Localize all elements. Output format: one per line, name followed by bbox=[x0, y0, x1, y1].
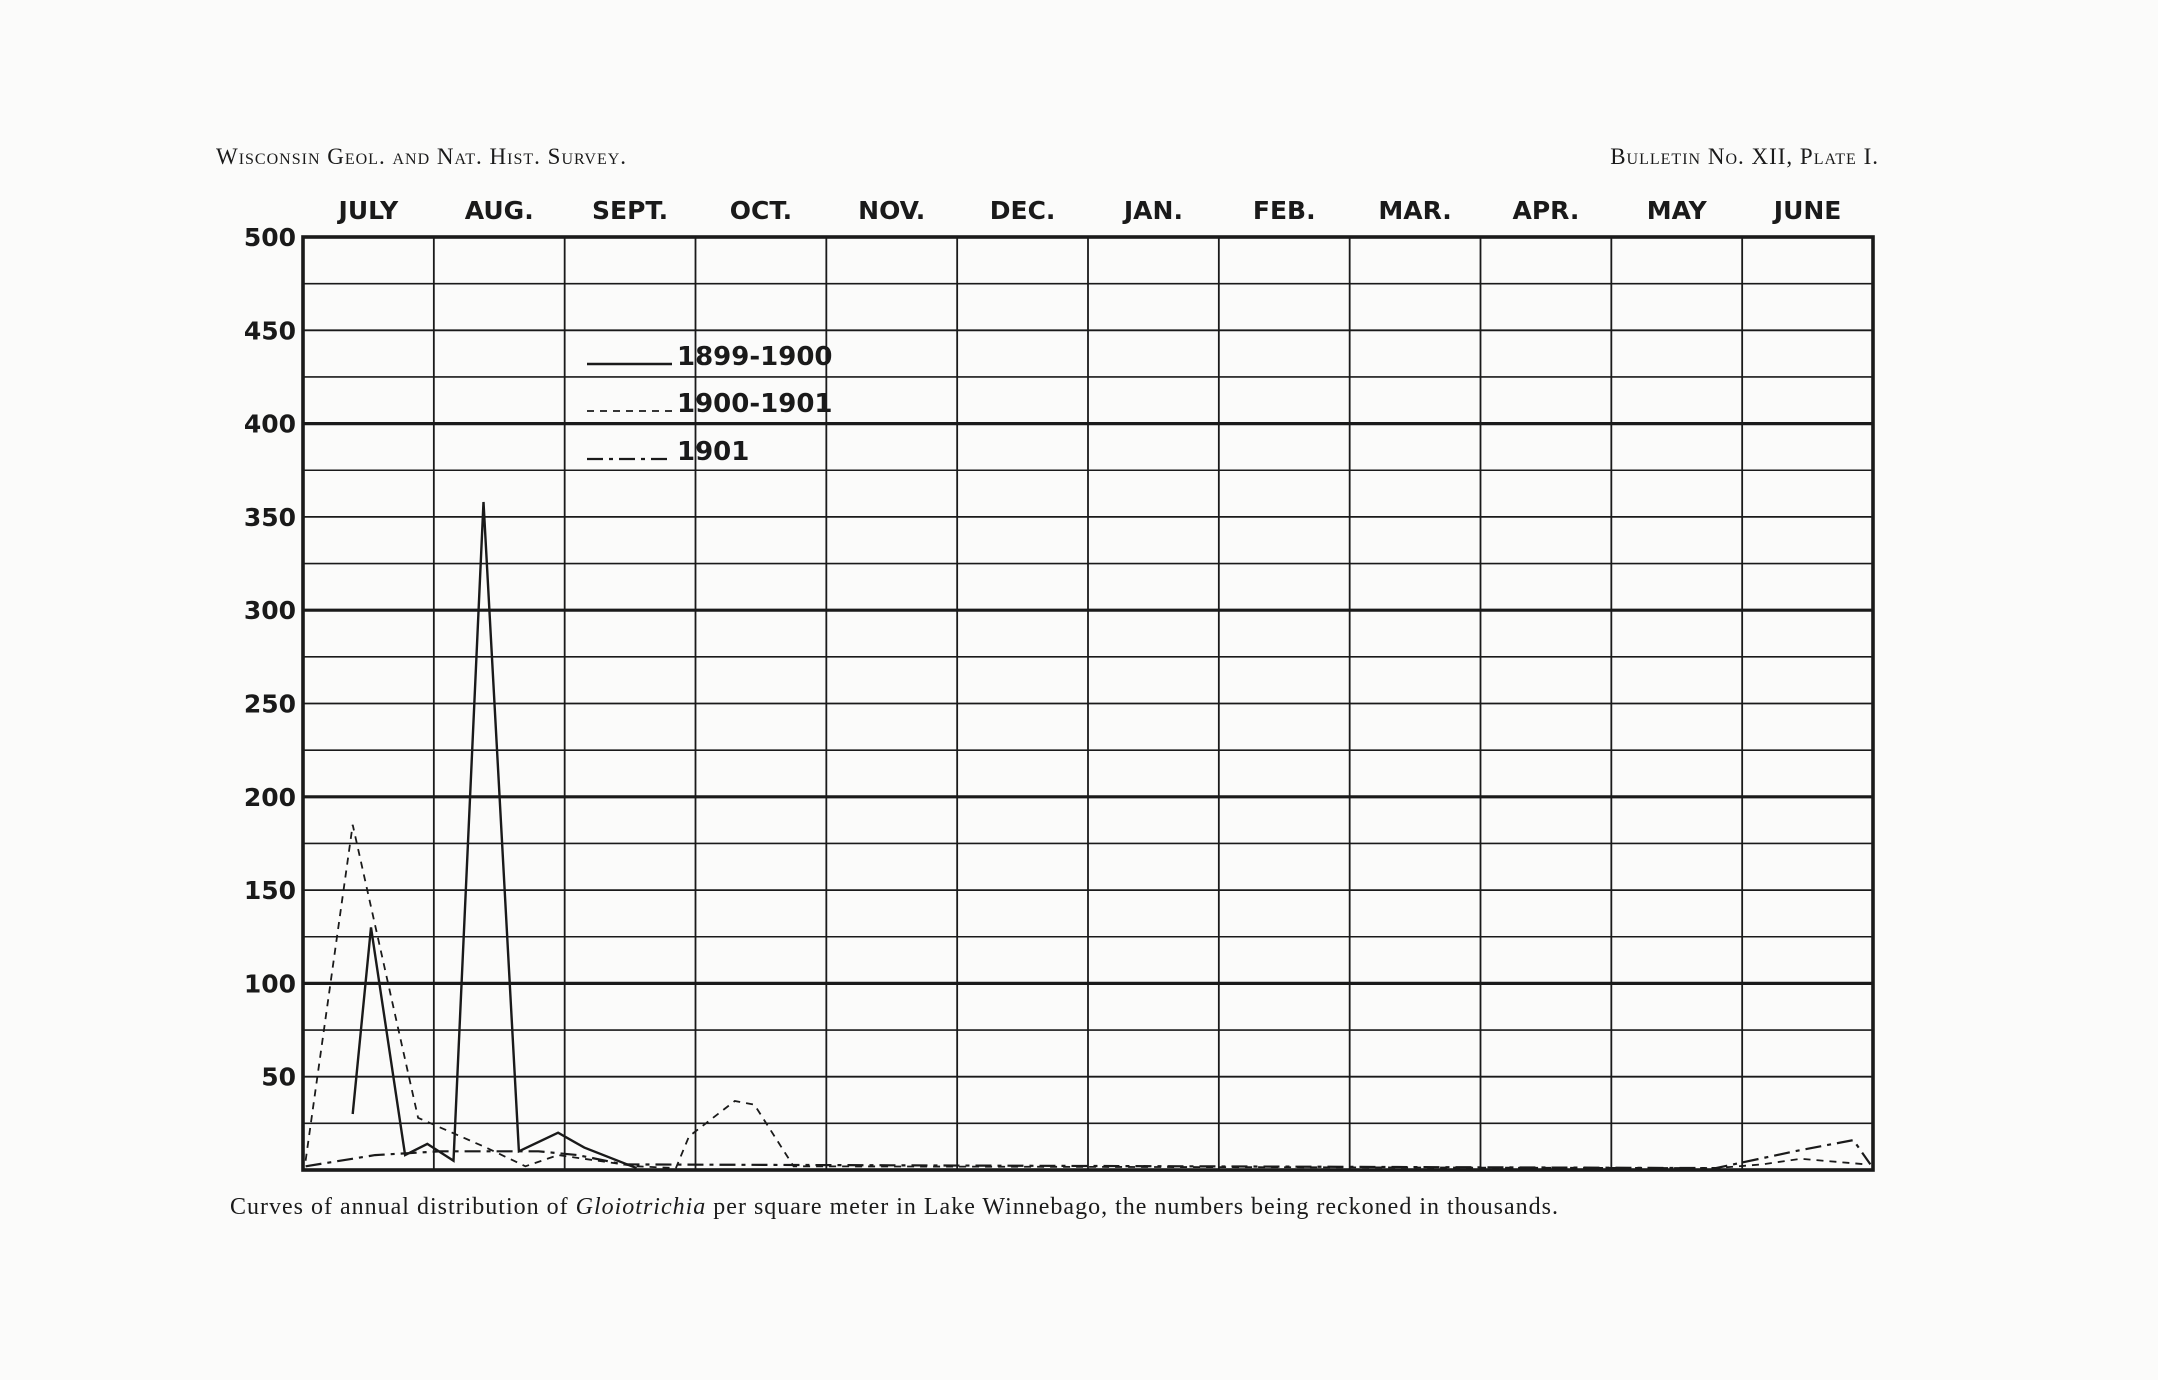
month-label: AUG. bbox=[464, 196, 534, 225]
month-label: NOV. bbox=[858, 196, 926, 225]
caption-prefix: Curves of annual distribution of bbox=[230, 1194, 576, 1220]
month-label: DEC. bbox=[989, 196, 1056, 225]
bulletin-header: Bulletin No. XII, Plate I. bbox=[1610, 144, 1879, 169]
legend-label: 1899-1900 bbox=[677, 342, 833, 372]
y-tick-label: 450 bbox=[243, 316, 296, 346]
month-label: SEPT. bbox=[591, 196, 669, 225]
y-tick-label: 200 bbox=[243, 782, 296, 812]
y-tick-label: 150 bbox=[243, 876, 296, 906]
legend-label: 1901 bbox=[677, 437, 750, 467]
legend bbox=[587, 342, 833, 467]
y-tick-label: 350 bbox=[243, 502, 296, 532]
y-tick-label: 500 bbox=[243, 223, 296, 252]
caption-suffix: per square meter in Lake Winnebago, the numbers being reckoned in thousands. bbox=[706, 1194, 1559, 1220]
month-label: JULY bbox=[338, 196, 399, 225]
month-label: JAN. bbox=[1123, 196, 1183, 225]
y-tick-label: 300 bbox=[243, 596, 296, 626]
y-tick-label: 400 bbox=[243, 409, 296, 439]
month-label: FEB. bbox=[1252, 196, 1316, 225]
month-label: JUNE bbox=[1773, 196, 1842, 225]
series-line-1899-1900 bbox=[353, 502, 637, 1168]
y-tick-label: 50 bbox=[261, 1062, 296, 1092]
month-label: OCT. bbox=[729, 196, 793, 225]
y-tick-label: 100 bbox=[243, 969, 296, 999]
month-label: MAR. bbox=[1378, 196, 1452, 225]
figure-caption bbox=[230, 1194, 1870, 1221]
caption-genus: Gloiotrichia bbox=[575, 1194, 707, 1220]
y-tick-label: 250 bbox=[243, 689, 296, 719]
survey-header: Wisconsin Geol. and Nat. Hist. Survey. bbox=[216, 144, 628, 169]
series-line-1900-1901 bbox=[306, 825, 1867, 1168]
legend-label: 1900-1901 bbox=[677, 389, 833, 419]
month-label: MAY bbox=[1646, 196, 1707, 225]
month-label: APR. bbox=[1512, 196, 1580, 225]
